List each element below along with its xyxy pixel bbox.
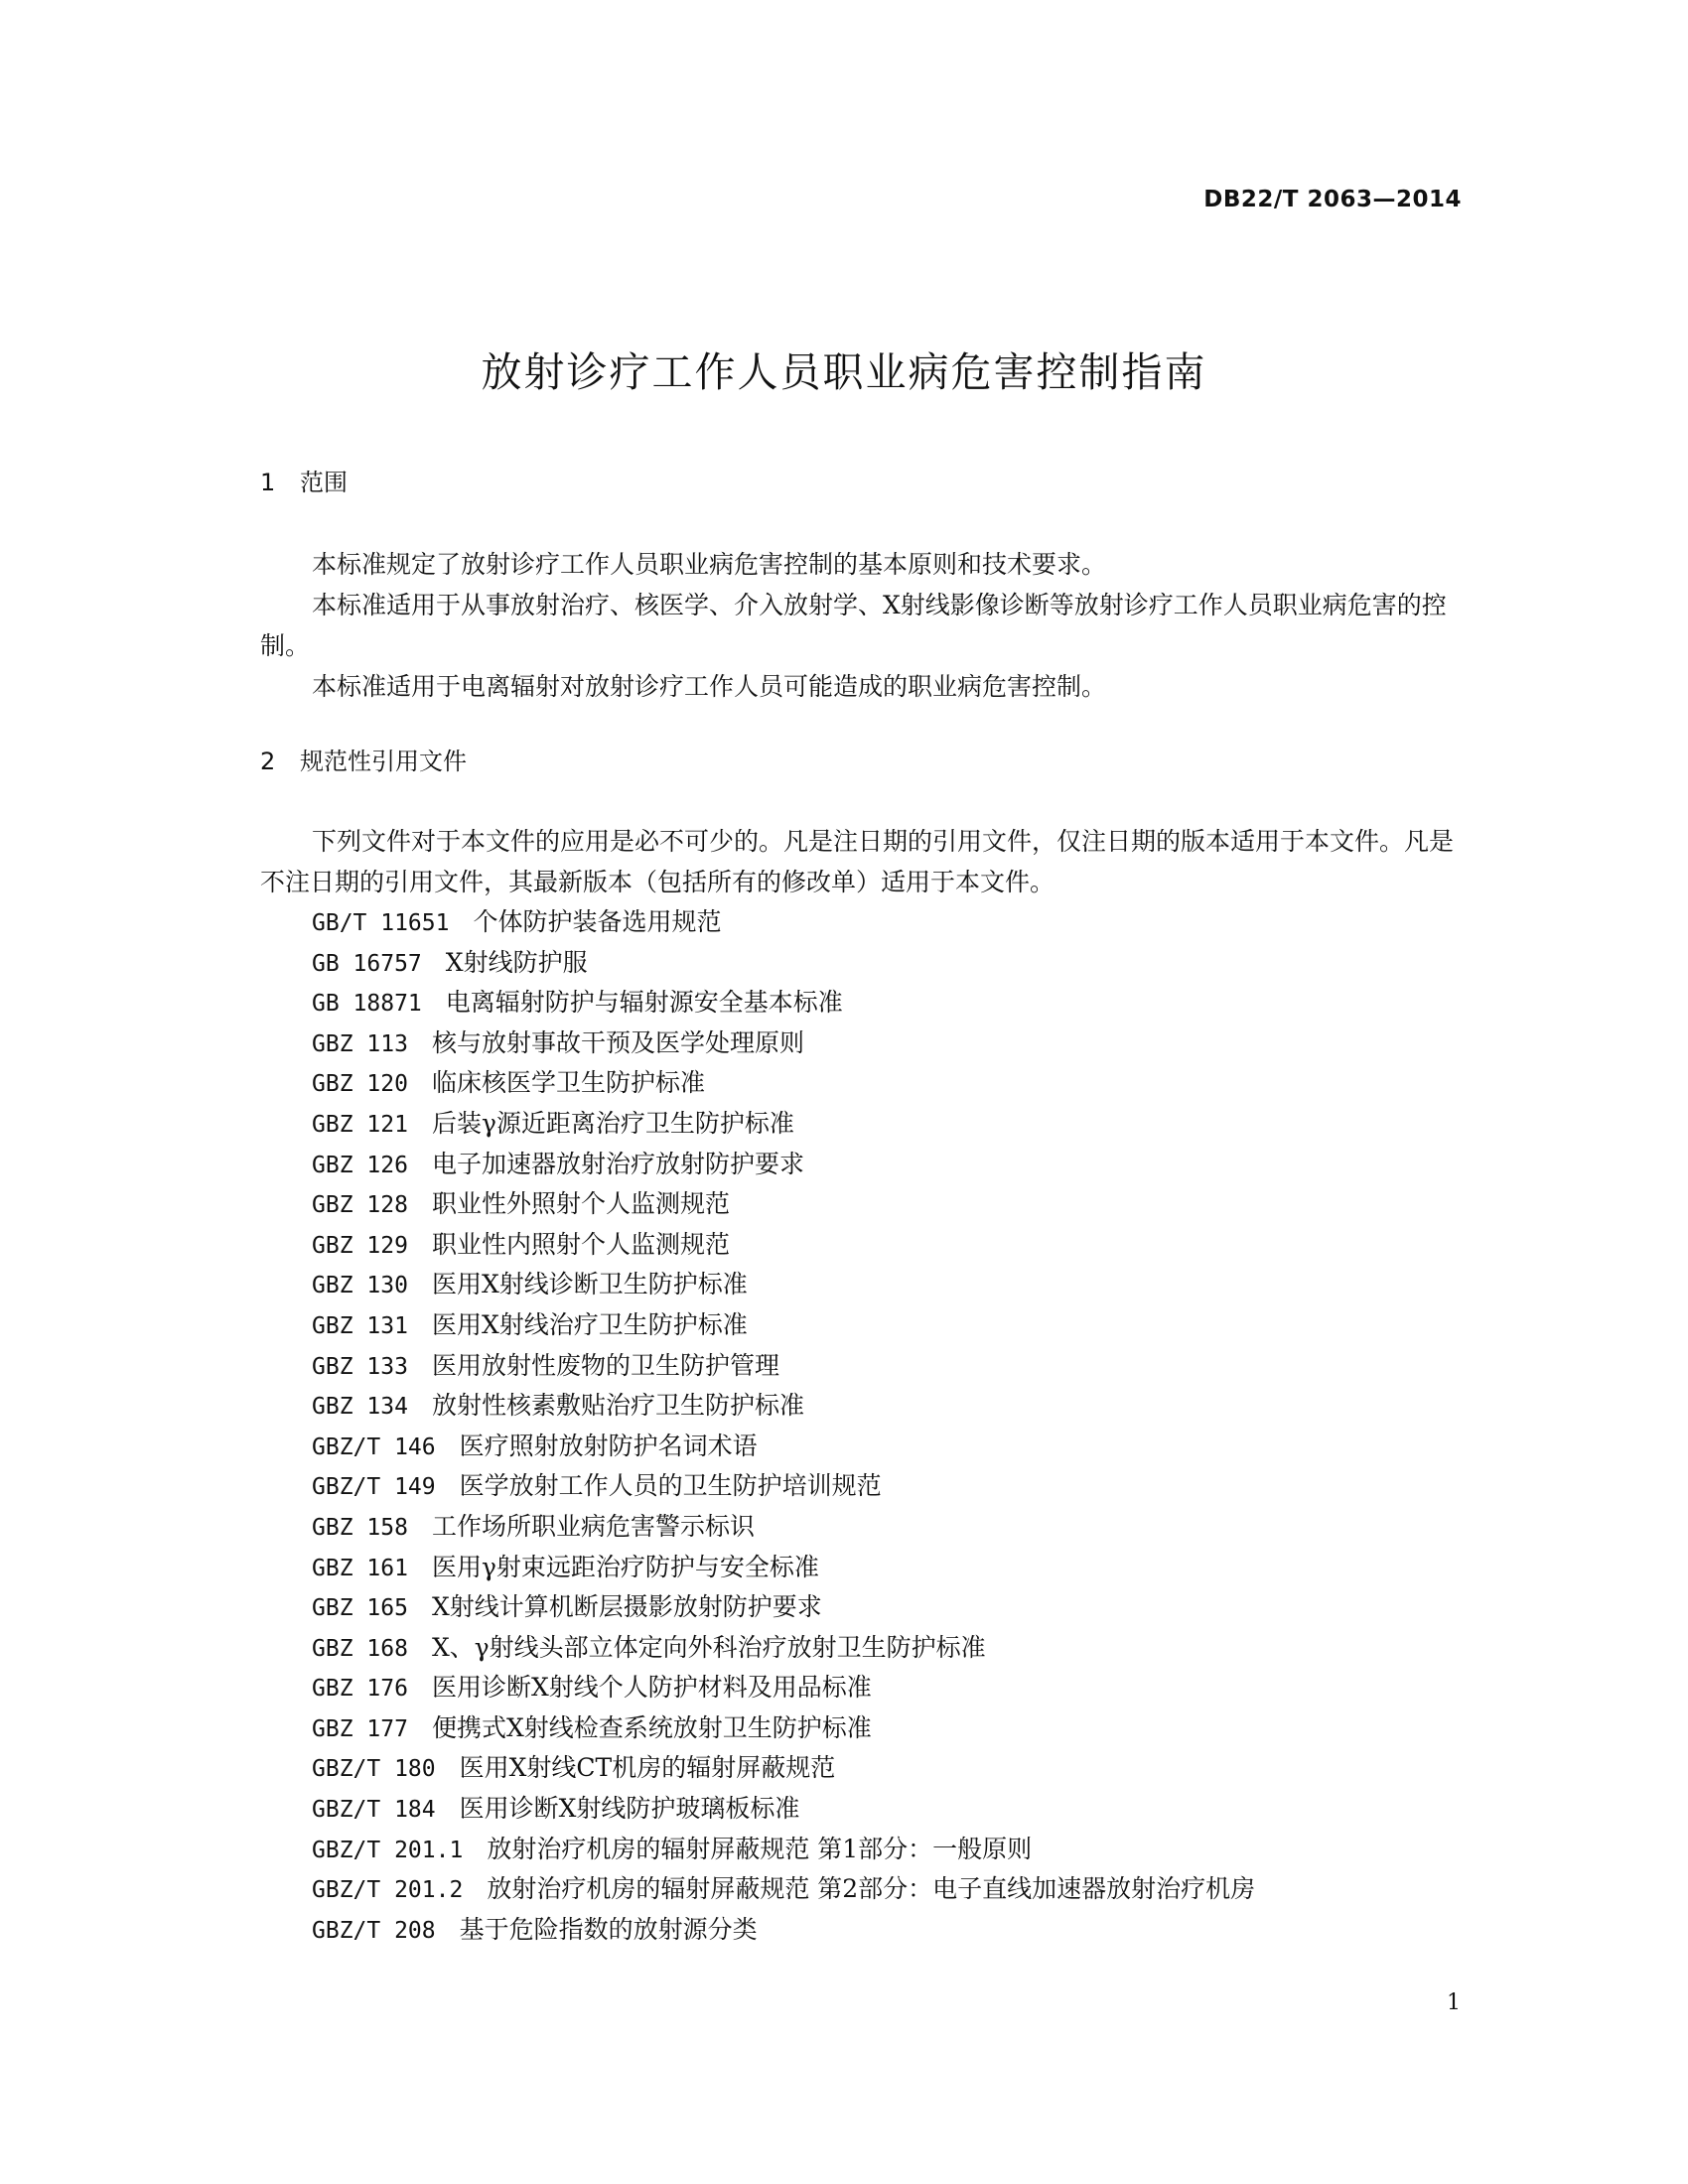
- reference-item: [260, 1830, 1468, 1870]
- reference-code: GBZ 133: [312, 1353, 408, 1380]
- reference-title: 职业性外照射个人监测规范: [431, 1189, 730, 1219]
- reference-item: [260, 1668, 1468, 1708]
- reference-title: 放射治疗机房的辐射屏蔽规范 第1部分：一般原则: [487, 1834, 1033, 1863]
- section-title: 范围: [300, 469, 348, 496]
- reference-item: [260, 983, 1468, 1024]
- paragraph: 下列文件对于本文件的应用是必不可少的。凡是注日期的引用文件，仅注日期的版本适用于本文件。凡是不注日期的引用文件，其最新版本（包括所有的修改单）适用于本文件。: [260, 827, 1455, 896]
- reference-code: GBZ/T 201.2: [312, 1877, 464, 1904]
- reference-item: [260, 1386, 1468, 1427]
- reference-code: GBZ/T 149: [312, 1474, 436, 1501]
- reference-title: 核与放射事故干预及医学处理原则: [431, 1027, 804, 1057]
- section-number: 2: [260, 748, 276, 775]
- reference-title: 医用X射线诊断卫生防护标准: [431, 1270, 748, 1299]
- reference-title: X射线防护服: [445, 947, 588, 977]
- reference-title: 医用诊断X射线防护玻璃板标准: [459, 1794, 800, 1824]
- reference-item: [260, 1548, 1468, 1588]
- reference-code: GBZ/T 184: [312, 1797, 436, 1824]
- reference-code: GBZ 131: [312, 1312, 408, 1339]
- reference-title: 基于危险指数的放射源分类: [459, 1914, 758, 1944]
- reference-code: GBZ 176: [312, 1676, 408, 1703]
- document-title: 放射诊疗工作人员职业病危害控制指南: [481, 348, 1207, 396]
- reference-title: 电离辐射防护与辐射源安全基本标准: [445, 988, 843, 1018]
- reference-code: GBZ/T 201.1: [312, 1837, 464, 1863]
- section-normative-references: [260, 742, 1468, 1950]
- section-title: 规范性引用文件: [300, 748, 467, 775]
- reference-title: 医学放射工作人员的卫生防护培训规范: [459, 1471, 882, 1501]
- reference-item: [260, 1305, 1468, 1346]
- reference-code: GBZ 121: [312, 1111, 408, 1138]
- reference-code: GBZ 134: [312, 1394, 408, 1421]
- reference-item: [260, 1145, 1468, 1185]
- reference-code: GB 16757: [312, 950, 422, 977]
- reference-code: GBZ 177: [312, 1715, 408, 1742]
- reference-item: [260, 902, 1468, 943]
- reference-item: [260, 1587, 1468, 1628]
- reference-code: GBZ/T 180: [312, 1756, 436, 1783]
- reference-title: 个体防护装备选用规范: [473, 907, 722, 936]
- reference-title: 临床核医学卫生防护标准: [431, 1068, 705, 1098]
- reference-title: 职业性内照射个人监测规范: [431, 1229, 730, 1259]
- reference-code: GBZ/T 146: [312, 1433, 436, 1460]
- reference-code: GBZ/T 208: [312, 1917, 436, 1944]
- paragraph: 本标准适用于电离辐射对放射诊疗工作人员可能造成的职业病危害控制。: [312, 672, 1107, 701]
- reference-item: [260, 1748, 1468, 1789]
- reference-code: GBZ 113: [312, 1030, 408, 1057]
- section-number: 1: [260, 469, 276, 496]
- section-heading: [260, 742, 1468, 781]
- reference-title: 医用X射线CT机房的辐射屏蔽规范: [459, 1753, 836, 1783]
- reference-title: 医用X射线治疗卫生防护标准: [431, 1309, 748, 1339]
- reference-title: X、γ射线头部立体定向外科治疗放射卫生防护标准: [431, 1632, 986, 1662]
- paragraph: 本标准适用于从事放射治疗、核医学、介入放射学、X射线影像诊断等放射诊疗工作人员职业病危害的控制。: [260, 591, 1447, 660]
- reference-title: 放射性核素敷贴治疗卫生防护标准: [431, 1391, 804, 1421]
- reference-item: [260, 1910, 1468, 1951]
- reference-code: GBZ 129: [312, 1232, 408, 1259]
- section-heading: [260, 463, 1468, 502]
- reference-title: 医用γ射束远距治疗防护与安全标准: [431, 1552, 819, 1581]
- reference-item: [260, 1063, 1468, 1104]
- reference-code: GBZ 120: [312, 1071, 408, 1098]
- reference-title: 医疗照射放射防护名词术语: [459, 1431, 758, 1460]
- reference-item: [260, 1184, 1468, 1225]
- reference-title: 工作场所职业病危害警示标识: [431, 1511, 755, 1541]
- reference-item: [260, 943, 1468, 984]
- reference-title: 便携式X射线检查系统放射卫生防护标准: [431, 1712, 872, 1742]
- reference-title: 医用诊断X射线个人防护材料及用品标准: [431, 1673, 872, 1703]
- page-number: 1: [1447, 1990, 1461, 2015]
- reference-item: [260, 1104, 1468, 1145]
- paragraph: 本标准规定了放射诊疗工作人员职业病危害控制的基本原则和技术要求。: [312, 550, 1107, 579]
- reference-item: [260, 1346, 1468, 1387]
- reference-code: GB 18871: [312, 991, 422, 1018]
- reference-item: [260, 1225, 1468, 1266]
- reference-code: GBZ 161: [312, 1555, 408, 1581]
- reference-code: GBZ 128: [312, 1192, 408, 1219]
- reference-item: [260, 1628, 1468, 1669]
- reference-list: [260, 902, 1468, 1950]
- reference-code: GBZ 130: [312, 1273, 408, 1299]
- reference-item: [260, 1024, 1468, 1064]
- reference-item: [260, 1466, 1468, 1507]
- reference-code: GBZ 126: [312, 1152, 408, 1178]
- document-code: DB22/T 2063—2014: [1203, 187, 1462, 212]
- reference-code: GBZ 168: [312, 1635, 408, 1662]
- reference-title: X射线计算机断层摄影放射防护要求: [431, 1592, 822, 1622]
- reference-title: 医用放射性废物的卫生防护管理: [431, 1350, 779, 1380]
- reference-item: [260, 1265, 1468, 1305]
- reference-title: 后装γ源近距离治疗卫生防护标准: [431, 1108, 794, 1138]
- reference-code: GB/T 11651: [312, 910, 450, 936]
- reference-code: GBZ 158: [312, 1514, 408, 1541]
- reference-item: [260, 1507, 1468, 1548]
- reference-item: [260, 1427, 1468, 1467]
- reference-item: [260, 1869, 1468, 1910]
- reference-item: [260, 1708, 1468, 1749]
- reference-item: [260, 1789, 1468, 1830]
- reference-title: 放射治疗机房的辐射屏蔽规范 第2部分：电子直线加速器放射治疗机房: [487, 1874, 1256, 1904]
- section-scope: [260, 463, 1468, 707]
- reference-title: 电子加速器放射治疗放射防护要求: [431, 1149, 804, 1178]
- reference-code: GBZ 165: [312, 1595, 408, 1622]
